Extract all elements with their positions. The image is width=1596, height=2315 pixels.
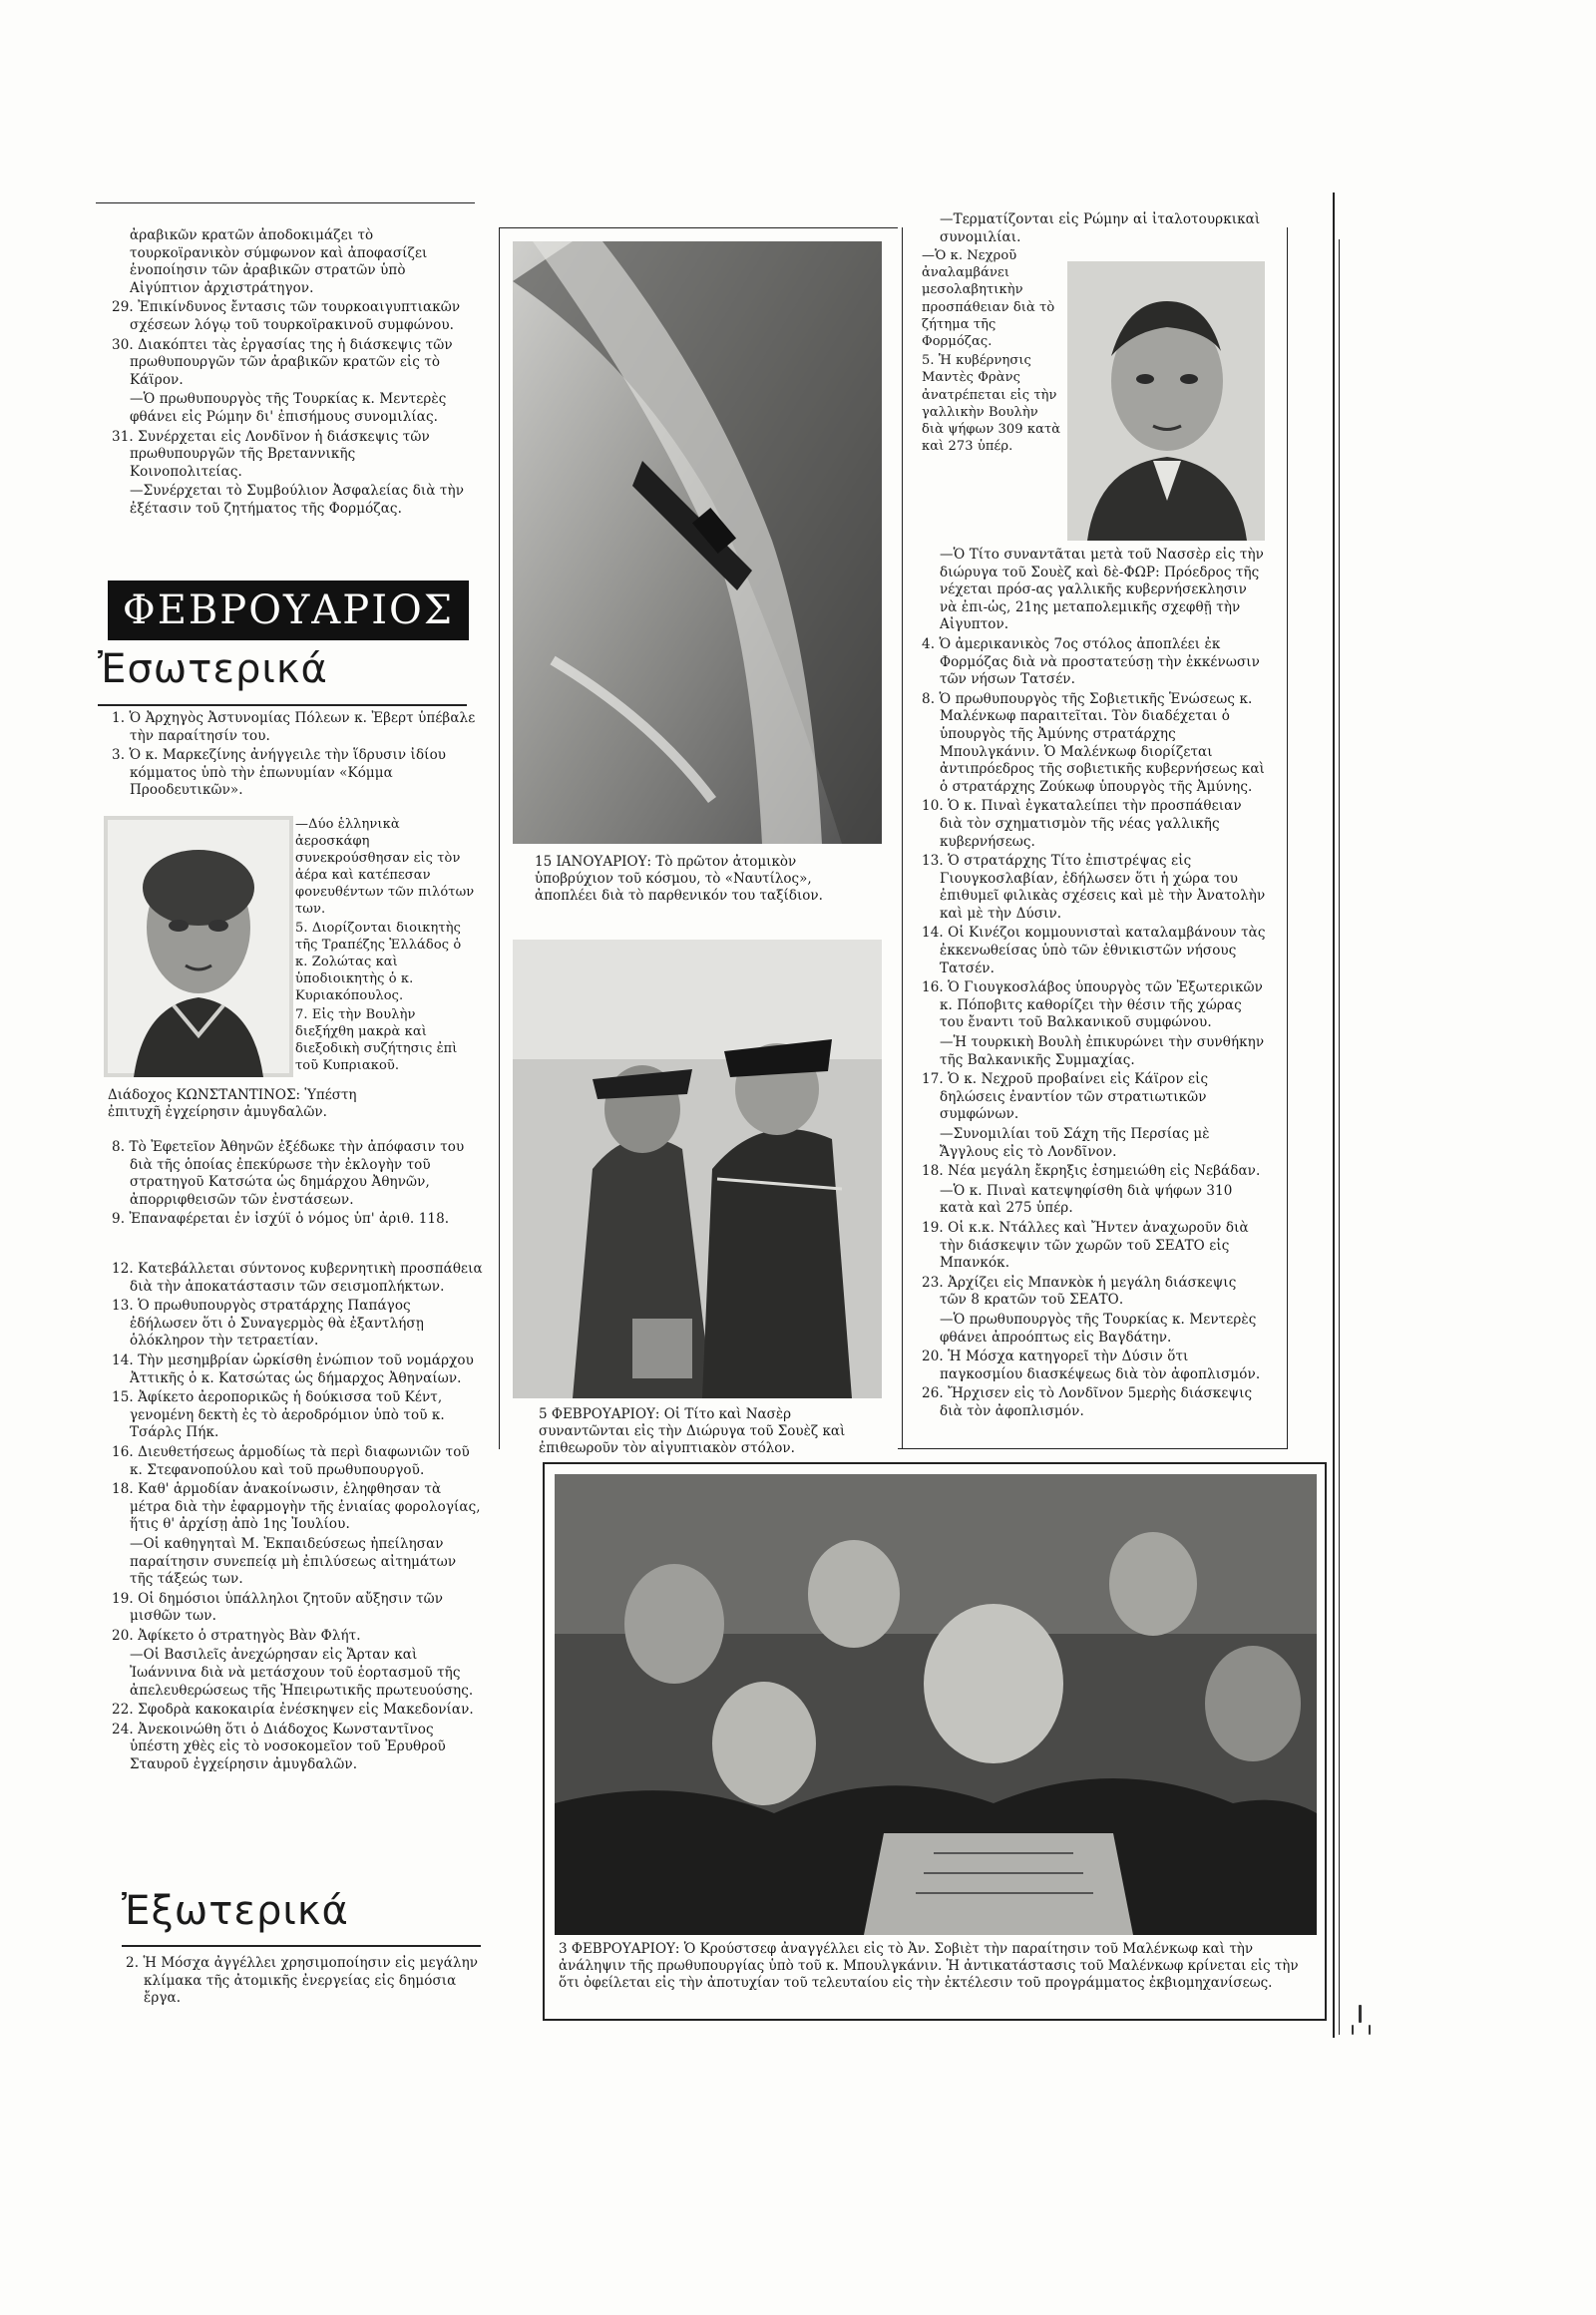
khrushchev-image bbox=[555, 1474, 1317, 1935]
heading-underline bbox=[122, 1945, 481, 1947]
news-item: 10. Ὁ κ. Πιναὶ ἐγκαταλείπει τὴν προσπάθειαν διὰ τὸν σχηματισμὸν τῆς νέας γαλλικῆς κυβερνήσεως. bbox=[922, 798, 1242, 850]
news-item: 5. Διορίζονται διοικητὴς τῆς Τραπέζης Ἑλλάδος ὁ κ. Ζολώτας καὶ ὑποδιοικητὴς ὁ κ. Κυριακόπουλος. bbox=[295, 921, 462, 1003]
scan-speck bbox=[1352, 2025, 1354, 2035]
esoterika-heading: Ἐσωτερικά bbox=[98, 646, 328, 692]
news-item: —Συνομιλίαι τοῦ Σάχη τῆς Περσίας μὲ Ἄγγλους εἰς τὸ Λονδῖνον. bbox=[940, 1126, 1210, 1160]
right-items-top bbox=[922, 211, 1261, 248]
month-banner: ΦΕΒΡΟΥΑΡΙΟΣ bbox=[108, 580, 469, 640]
intro-item: 30. Διακόπτει τὰς ἐργασίας της ἡ διάσκεψις τῶν πρωθυπουργῶν τῶν ἀραβικῶν κρατῶν εἰς τὸ Κάϊρον. bbox=[112, 336, 453, 388]
news-item: 14. Οἱ Κινέζοι κομμουνισταὶ καταλαμβάνουν τὰς ἐκκενωθείσας ὑπὸ τῶν ἐθνικιστῶν νήσους Τατσέν. bbox=[922, 925, 1266, 976]
esoterika-top-items bbox=[112, 710, 476, 802]
intro-item: —Ὁ πρωθυπουργὸς τῆς Τουρκίας κ. Μεντερὲς φθάνει εἰς Ρώμην δι' ἐπισήμους συνομιλίας. bbox=[130, 391, 447, 425]
mendes-france-photo bbox=[1067, 261, 1265, 541]
top-rule-left bbox=[96, 202, 475, 203]
middle-top-rule bbox=[499, 227, 898, 228]
news-item: 19. Οἱ κ.κ. Ντάλλες καὶ Ἤντεν ἀναχωροῦν διὰ τὴν διάσκεψιν τῶν χωρῶν τοῦ ΣΕΑΤΟ εἰς Μπανκόκ. bbox=[922, 1219, 1249, 1272]
heading-underline bbox=[98, 704, 467, 706]
news-item: —Ὁ Τίτο συναντᾶται μετὰ τοῦ Νασσὲρ εἰς τὴν διώρυγα τοῦ Σουὲζ καὶ δὲ-ΦΩΡ: Πρόεδρος τῆς νέχεται πρόσ-ας γαλλικῆς κυβερνήσεκλησιν νὰ ἐπι-ὡς, 21ης μεταπολεμικῆς σχεφθῇ τὴν Αἰγυπτον. bbox=[940, 547, 1264, 633]
news-item: 24. Ἀνεκοινώθη ὅτι ὁ Διάδοχος Κωνσταντῖνος ὑπέστη χθὲς εἰς τὸ νοσοκομεῖον τοῦ Ἐρυθροῦ Σταυροῦ ἐγχείρησιν ἀμυγδαλῶν. bbox=[112, 1721, 446, 1773]
news-item: 7. Εἰς τὴν Βουλὴν διεξήχθη μακρὰ καὶ διεξοδικὴ συζήτησις ἐπὶ τοῦ Κυπριακοῦ. bbox=[295, 1007, 458, 1073]
right-items-beside-photo bbox=[922, 247, 1063, 457]
exoterika-heading: Ἐξωτερικά bbox=[122, 1888, 349, 1934]
news-item: 15. Ἀφίκετο ἀεροπορικῶς ἡ δούκισσα τοῦ Κέντ, γενομένη δεκτὴ ἐς τὸ ἀεροδρόμιον ὑπὸ τοῦ κ. Τσάρλς Πήκ. bbox=[112, 1389, 445, 1441]
news-item: 17. Ὁ κ. Νεχροῦ προβαίνει εἰς Κάϊρον εἰς δηλώσεις ἐναντίον τῶν στρατιωτικῶν συμφώνων. bbox=[922, 1071, 1209, 1123]
news-item: 8. Τὸ Ἐφετεῖον Ἀθηνῶν ἐξέδωκε τὴν ἀπόφασιν του διὰ τῆς ὁποίας ἐπεκύρωσε τὴν ἐκλογὴν τοῦ στρατηγοῦ Κατσώτα ὡς δημάρχου Ἀθηνῶν, ἀπορριφθεισῶν τῶν ἐνστάσεων. bbox=[112, 1139, 465, 1208]
news-item: 4. Ὁ ἀμερικανικὸς 7ος στόλος ἀποπλέει ἐκ Φορμόζας διὰ νὰ προστατεύσῃ τὴν ἐκκένωσιν τῶν νήσων Τατσέν. bbox=[922, 635, 1260, 688]
news-item: 13. Ὁ στρατάρχης Τίτο ἐπιστρέψας εἰς Γιουγκοσλαβίαν, ἐδήλωσεν ὅτι ἡ χώρα του ἐπιθυμεῖ φιλικὰς σχέσεις καὶ μὲ τὴν Ἀνατολὴν καὶ μὲ τὴν Δύσιν. bbox=[922, 853, 1266, 922]
portrait-photo bbox=[104, 816, 293, 1077]
mendes-france-image bbox=[1067, 261, 1265, 541]
esoterika-mid-items bbox=[295, 816, 475, 1076]
news-item: 5. Ἡ κυβέρνησις Μαντὲς Φρὰνς ἀνατρέπεται εἰς τὴν γαλλικὴν Βουλὴν διὰ ψήφων 309 κατὰ καὶ 273 ὑπέρ. bbox=[922, 353, 1061, 455]
news-item: —Ἡ τουρκικὴ Βουλὴ ἐπικυρώνει τὴν συνθήκην τῆς Βαλκανικῆς Συμμαχίας. bbox=[940, 1034, 1265, 1068]
news-item: 20. Ἡ Μόσχα κατηγορεῖ τὴν Δύσιν ὅτι παγκοσμίου διασκέψεως διὰ τὸν ἀφοπλισμόν. bbox=[922, 1349, 1261, 1382]
news-item: 13. Ὁ πρωθυπουργὸς στρατάρχης Παπάγος ἐδήλωσεν ὅτι ὁ Συναγερμὸς θὰ ἐξαντλήσῃ ὁλόκληρον τὴν τετραετίαν. bbox=[112, 1298, 424, 1350]
news-item: 19. Οἱ δημόσιοι ὑπάλληλοι ζητοῦν αὔξησιν τῶν μισθῶν των. bbox=[112, 1590, 444, 1625]
intro-item: ἀραβικῶν κρατῶν ἀποδοκιμάζει τὸ τουρκοϊρανικὸν σύμφωνον καὶ ἀποφασίζει ἑνοποίησιν τῶν ἀραβικῶν στρατῶν ὑπὸ Αἰγύπτιον ἀρχιστράτηγον. bbox=[130, 227, 428, 296]
right-col-right-rule bbox=[1287, 227, 1288, 1449]
news-item: 20. Ἀφίκετο ὁ στρατηγὸς Βὰν Φλήτ. bbox=[112, 1627, 361, 1644]
news-item: 26. Ἤρχισεν εἰς τὸ Λονδῖνον 5μερὴς διάσκεψις διὰ τὸν ἀφοπλισμόν. bbox=[922, 1385, 1253, 1419]
news-item: 3. Ὁ κ. Μαρκεζίνης ἀνήγγειλε τὴν ἵδρυσιν ἰδίου κόμματος ὑπὸ τὴν ἐπωνυμίαν «Κόμμα Προοδευτικῶν». bbox=[112, 747, 447, 799]
submarine-photo bbox=[513, 241, 882, 844]
left-intro bbox=[112, 227, 471, 521]
news-item: —Τερματίζονται εἰς Ρώμην αἱ ἰταλοτουρκικαὶ συνομιλίαι. bbox=[940, 211, 1261, 245]
submarine-caption: 15 ΙΑΝΟΥΑΡΙΟΥ: Τὸ πρῶτον ἀτομικὸν ὑποβρύχιον τοῦ κόσμου, τὸ «Ναυτίλος», ἀποπλέει διὰ τὸ παρθενικόν του ταξίδιον. bbox=[535, 854, 823, 904]
submarine-image bbox=[513, 241, 882, 844]
news-item: 22. Σφοδρὰ κακοκαιρία ἐνέσκηψεν εἰς Μακεδονίαν. bbox=[112, 1702, 474, 1719]
portrait-caption: Διάδοχος ΚΩΝΣΤΑΝΤΙΝΟΣ: Ὑπέστη ἐπιτυχῆ ἐγχείρησιν ἀμυγδαλῶν. bbox=[108, 1087, 357, 1120]
news-item: 18. Καθ' ἁρμοδίαν ἀνακοίνωσιν, ἐληφθησαν τὰ μέτρα διὰ τὴν ἐφαρμογὴν τῆς ἑνιαίας φορολογίας, ἥτις θ' ἀρχίσῃ ἀπὸ 1ης Ἰουλίου. bbox=[112, 1481, 481, 1533]
esoterika-bottom-items bbox=[112, 1261, 483, 1776]
right-items-main bbox=[922, 547, 1267, 1423]
scan-speck bbox=[1369, 2025, 1371, 2035]
news-item: 8. Ὁ πρωθυπουργὸς τῆς Σοβιετικῆς Ἑνώσεως κ. Μαλένκωφ παραιτεῖται. Τὸν διαδέχεται ὁ ὑπουργὸς τῆς Ἀμύνης στρατάρχης Μπουλγκάνιν. Ὁ Μαλένκωφ διορίζεται ἀντιπρόεδρος τῆς σοβιετικῆς κυβερνήσεως καὶ ὁ στρατάρχης Ζούκωφ ὑπουργὸς τῆς Ἀμύνης. bbox=[922, 690, 1265, 795]
bottom-photo-frame-right bbox=[1325, 1462, 1327, 2021]
news-item: 9. Ἐπαναφέρεται ἐν ἰσχύϊ ὁ νόμος ὑπ' ἀριθ. 118. bbox=[112, 1211, 450, 1228]
scan-speck bbox=[1359, 2005, 1362, 2023]
exoterika-items bbox=[126, 1955, 481, 2010]
right-edge-rule-2 bbox=[1339, 239, 1340, 2035]
tito-nasser-photo bbox=[513, 940, 882, 1398]
bottom-photo-frame-left bbox=[543, 1462, 545, 2021]
bottom-photo-frame-top bbox=[543, 1462, 1327, 1464]
news-item: —Οἱ Βασιλεῖς ἀνεχώρησαν εἰς Ἄρταν καὶ Ἰωάννινα διὰ νὰ μετάσχουν τοῦ ἑορτασμοῦ τῆς ἀπελευθερώσεως τῆς Ἠπειρωτικῆς πρωτευούσης. bbox=[130, 1647, 474, 1699]
portrait-image bbox=[104, 816, 293, 1077]
news-item: 12. Κατεβάλλεται σύντονος κυβερνητικὴ προσπάθεια διὰ τὴν ἀποκατάστασιν τῶν σεισμοπλήκτων. bbox=[112, 1261, 483, 1295]
news-item: 18. Νέα μεγάλη ἔκρηξις ἐσημειώθη εἰς Νεβάδαν. bbox=[922, 1163, 1261, 1180]
middle-bottom-rule bbox=[898, 1448, 1288, 1449]
right-col-left-rule bbox=[902, 227, 903, 1449]
news-item: 23. Ἀρχίζει εἰς Μπανκὸκ ἡ μεγάλη διάσκεψις τῶν 8 κρατῶν τοῦ ΣΕΑΤΟ. bbox=[922, 1274, 1237, 1309]
news-item: —Οἱ καθηγηταὶ Μ. Ἐκπαιδεύσεως ἠπείλησαν παραίτησιν συνεπείᾳ μὴ ἐπιλύσεως αἰτημάτων τῆς τάξεώς των. bbox=[130, 1535, 457, 1588]
news-item: 2. Ἡ Μόσχα ἀγγέλλει χρησιμοποίησιν εἰς μεγάλην κλίμακα τῆς ἀτομικῆς ἐνεργείας εἰς δημόσια ἔργα. bbox=[126, 1955, 479, 2007]
news-item: —Ὁ κ. Πιναὶ κατεψηφίσθη διὰ ψήφων 310 κατὰ καὶ 275 ὑπέρ. bbox=[940, 1182, 1233, 1217]
tito-nasser-image bbox=[513, 940, 882, 1398]
news-item: —Ὁ κ. Νεχροῦ ἀναλαμβάνει μεσολαβητικὴν προσπάθειαν διὰ τὸ ζήτημα τῆς Φορμόζας. bbox=[922, 248, 1055, 350]
news-item: 1. Ὁ Ἀρχηγὸς Ἀστυνομίας Πόλεων κ. Ἐβερτ ὑπέβαλε τὴν παραίτησίν του. bbox=[112, 710, 476, 744]
news-item: —Ὁ πρωθυπουργὸς τῆς Τουρκίας κ. Μεντερὲς φθάνει ἀπροόπτως εἰς Βαγδάτην. bbox=[940, 1311, 1257, 1346]
news-item: 16. Διευθετήσεως ἁρμοδίως τὰ περὶ διαφωνιῶν τοῦ κ. Στεφανοπούλου καὶ τοῦ πρωθυπουργοῦ. bbox=[112, 1443, 470, 1478]
esoterika-items-cont bbox=[112, 1139, 481, 1231]
tito-nasser-caption: 5 ΦΕΒΡΟΥΑΡΙΟΥ: Οἱ Τίτο καὶ Νασὲρ συναντῶνται εἰς τὴν Διώρυγα τοῦ Σουὲζ καὶ ἐπιθεωροῦν τὸν αἰγυπτιακὸν στόλον. bbox=[539, 1406, 846, 1456]
middle-left-rule bbox=[499, 227, 500, 1449]
intro-item: 29. Ἐπικίνδυνος ἔντασις τῶν τουρκοαιγυπτιακῶν σχέσεων λόγῳ τοῦ τουρκοϊρακινοῦ συμφώνου. bbox=[112, 299, 461, 333]
news-item: —Δύο ἑλληνικὰ ἀεροσκάφη συνεκρούσθησαν εἰς τὸν ἀέρα καὶ κατέπεσαν φονευθέντων τῶν πιλότων των. bbox=[295, 817, 475, 917]
khrushchev-caption: 3 ΦΕΒΡΟΥΑΡΙΟΥ: Ὁ Κρούστσεφ ἀναγγέλλει εἰς τὸ Ἀν. Σοβιὲτ τὴν παραίτησιν τοῦ Μαλένκωφ καὶ τὴν ἀνάληψιν τῆς πρωθυπουργίας ὑπὸ τοῦ κ. Μπουλγκάνιν. Ἡ ἀντικατάστασις τοῦ Μαλένκωφ κρίνεται εἰς τὴν ὅτι ὀφείλεται εἰς τὴν ἀποτυχίαν τοῦ τελευταίου εἰς τὴν ἐκτέλεσιν τοῦ προγράμματος ἐκβιομηχανίσεως. bbox=[559, 1941, 1299, 1991]
intro-item: —Συνέρχεται τὸ Συμβούλιον Ἀσφαλείας διὰ τὴν ἐξέτασιν τοῦ ζητήματος τῆς Φορμόζας. bbox=[130, 483, 464, 517]
news-item: 14. Τὴν μεσημβρίαν ὡρκίσθη ἐνώπιον τοῦ νομάρχου Ἀττικῆς ὁ κ. Κατσώτας ὡς δήμαρχος Ἀθηναίων. bbox=[112, 1351, 474, 1386]
khrushchev-photo bbox=[555, 1474, 1317, 1935]
bottom-photo-frame-bottom bbox=[543, 2019, 1327, 2021]
right-edge-rule bbox=[1333, 193, 1335, 2038]
intro-item: 31. Συνέρχεται εἰς Λονδῖνον ἡ διάσκεψις τῶν πρωθυπουργῶν τῆς Βρεταννικῆς Κοινοπολιτείας. bbox=[112, 428, 430, 480]
news-item: 16. Ὁ Γιουγκοσλάβος ὑπουργὸς τῶν Ἐξωτερικῶν κ. Πόποβιτς καθορίζει τὴν θέσιν τῆς χώρας του ἔναντι τοῦ Βαλκανικοῦ συμφώνου. bbox=[922, 979, 1263, 1031]
